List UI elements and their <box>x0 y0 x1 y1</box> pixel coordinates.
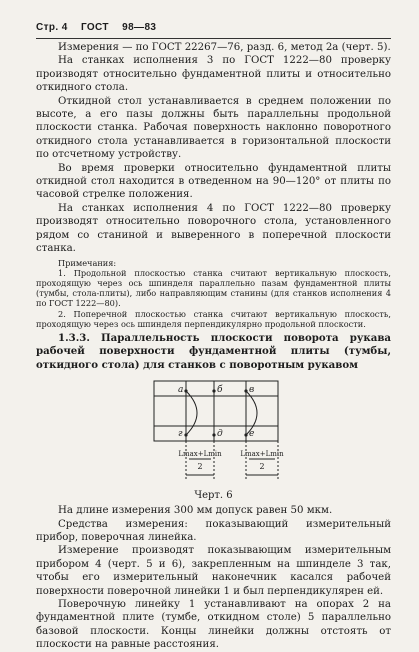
dimension-right-denominator: 2 <box>259 462 265 472</box>
point-label-d: д <box>217 429 223 440</box>
notes-title: Примечания: <box>58 257 117 268</box>
page-number: Стр. 4 <box>36 22 68 33</box>
point-marker <box>184 390 187 393</box>
paragraph-ruler-setup: Поверочную линейку 1 устанавливают на опорах 2 на фундаментной плите (тумбе, откидном столе) 5 параллельно базовой плоскости. Концы линейки должны отстоять от плоскости на равные расстояния. <box>36 598 391 651</box>
point-marker <box>212 390 215 393</box>
paragraph-tolerance: На длине измерения 300 мм допуск равен 50 мкм. <box>58 505 333 517</box>
notes-block <box>36 258 391 329</box>
point-label-g: г <box>178 429 183 440</box>
standard-number: 98—83 <box>122 22 157 33</box>
paragraph-folding-table: Откидной стол устанавливается в среднем положении по высоте, а его пазы должны быть параллельны продольной плоскости станка. Рабочая поверхность наклонно поворотного откидного стола устанавливается в горизонтальной плоскости по отсчетному устройству. <box>36 95 391 161</box>
header-rule <box>36 38 391 39</box>
note-1: 1. Продольной плоскостью станка считают вертикальную плоскость, проходящую через ось шпинделя параллельно пазам фундаментной плиты (тумбы, стола-плиты), либо направляющим станины (для станков исполнения 4 по ГОСТ 1222—80). <box>36 267 391 309</box>
paragraph-version-4: На станках исполнения 4 по ГОСТ 1222—80 проверку производят относительно поворочного стола, установленного рядом со станиной и выверенного в поперечной плоскости станка. <box>36 202 391 255</box>
paragraph-measurements: Измерения — по ГОСТ 22267—76, разд. 6, метод 2а (черт. 5). <box>58 42 391 53</box>
dimension-right-numerator: Lmax+Lmin <box>240 450 284 459</box>
note-2: 2. Поперечной плоскостью станка считают вертикальную плоскость, проходящую через ось шпинделя перпендикулярно продольной плоскости. <box>36 308 391 329</box>
point-marker <box>184 434 187 437</box>
point-marker <box>244 390 247 393</box>
figure-6 <box>36 373 391 501</box>
dimension-left-numerator: Lmax+Lmin <box>178 450 222 459</box>
paragraph-check-position: Во время проверки относительно фундаментной плиты откидной стол находится в отведенном на 90—120° от плиты по часовой стрелке положения. <box>36 162 391 201</box>
plate-outline <box>154 381 278 441</box>
point-label-e: е <box>249 429 255 440</box>
paragraph-version-3: На станках исполнения 3 по ГОСТ 1222—80 проверку производят относительно фундаментной плиты и относительно откидного стола. <box>36 55 391 94</box>
figure-caption: Черт. 6 <box>194 490 233 502</box>
dimension-left-denominator: 2 <box>197 462 203 472</box>
paragraph-measurement-method: Измерение производят показывающим измерительным прибором 4 (черт. 5 и 6), закрепленным на шпинделе 3 так, чтобы его измерительный наконечник касался рабочей поверхности поверочной линейки 1 и был перпендикулярен ей. <box>36 545 391 597</box>
point-marker <box>212 434 215 437</box>
page-body <box>36 41 391 652</box>
figure-6-drawing <box>36 373 391 489</box>
section-heading: 1.3.3. Параллельность плоскости поворота рукава рабочей поверхности фундаментной плиты (тумбы, откидного стола) для станков с поворотным рукавом <box>36 331 391 371</box>
page-header <box>36 22 166 33</box>
paragraph-tools: Средства измерения: показывающий измерительный прибор, поверочная линейка. <box>36 518 391 543</box>
arc-left <box>186 391 197 435</box>
point-label-a: а <box>178 385 184 396</box>
point-label-b: б <box>217 385 223 396</box>
point-label-v: в <box>249 385 255 396</box>
point-marker <box>244 434 247 437</box>
standard-name: ГОСТ <box>80 22 109 33</box>
